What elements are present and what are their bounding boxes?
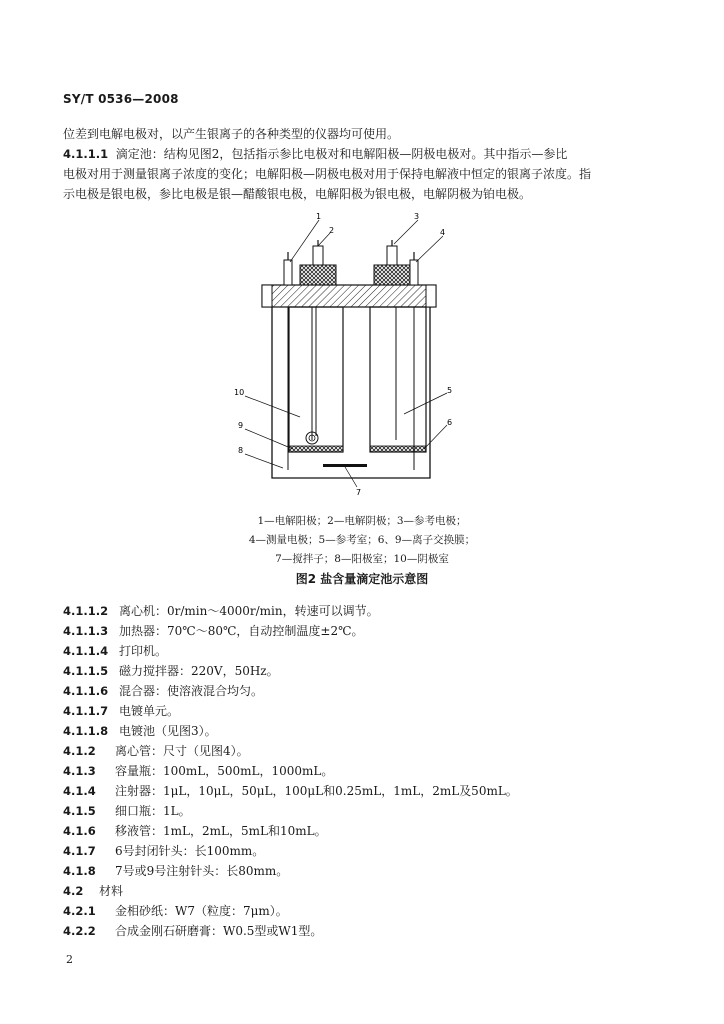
callout-label-1: 1 <box>316 212 322 221</box>
electrode-1-terminal <box>284 260 292 285</box>
list-item <box>63 621 663 641</box>
list-item <box>63 721 663 741</box>
item-text: 离心管：尺寸（见图4）。 <box>115 744 249 758</box>
list-item <box>63 781 663 801</box>
item-number: 4.2.2 <box>63 924 96 938</box>
page-number: 2 <box>66 953 73 966</box>
electrode-3-terminal <box>387 246 397 265</box>
figure-caption-line-1: 1—电解阳极；2—电解阴极；3—参考电极； <box>257 515 467 527</box>
item-text: 混合器：使溶液混合均匀。 <box>119 684 264 698</box>
item-text: 金相砂纸：W7（粒度：7μm）。 <box>115 904 288 918</box>
callout-label-7: 7 <box>356 488 362 497</box>
list-item <box>63 761 663 781</box>
figure-caption-line-3: 7—搅拌子；8—阳极室；10—阴极室 <box>275 553 449 565</box>
titration-cell-diagram <box>0 200 724 500</box>
callout-label-4: 4 <box>440 228 446 237</box>
item-number: 4.1.2 <box>63 744 96 758</box>
list-item <box>63 681 663 701</box>
equipment-list <box>63 601 663 941</box>
list-item <box>63 821 663 841</box>
item-number: 4.1.7 <box>63 844 96 858</box>
callout-label-2: 2 <box>329 226 335 235</box>
item-text: 细口瓶：1L。 <box>115 804 191 818</box>
item-number: 4.1.1.2 <box>63 604 109 618</box>
item-text: 电镀单元。 <box>119 704 180 718</box>
item-text: 移液管：1mL，2mL，5mL和10mL。 <box>115 824 327 838</box>
list-item <box>63 881 663 901</box>
item-number: 4.1.1.6 <box>63 684 109 698</box>
item-number: 4.1.8 <box>63 864 96 878</box>
list-item <box>63 741 663 761</box>
section-4-1-1-1-line-2: 电极对用于测量银离子浓度的变化；电解阳极—阴极电极对用于保持电解液中恒定的银离子浓度。指 <box>63 167 592 181</box>
item-text: 合成金刚石研磨膏：W0.5型或W1型。 <box>115 924 323 938</box>
section-4-1-1-1-line-3: 示电极是银电极，参比电极是银—醋酸银电极，电解阳极为银电极，电解阴极为铂电极。 <box>63 187 532 201</box>
item-text: 加热器：70℃～80℃，自动控制温度±2℃。 <box>119 624 364 638</box>
list-item <box>63 641 663 661</box>
callout-label-3: 3 <box>414 212 420 221</box>
section-text: 滴定池：结构见图2，包括指示参比电极对和电解阳极—阴极电极对。其中指示—参比 <box>115 147 568 161</box>
item-text: 注射器：1μL，10μL，50μL，100μL和0.25mL，1mL，2mL及50mL。 <box>115 784 518 798</box>
callout-label-8: 8 <box>238 446 244 455</box>
item-number: 4.1.1.8 <box>63 724 109 738</box>
item-number: 4.1.1.3 <box>63 624 109 638</box>
item-text: 磁力搅拌器：220V，50Hz。 <box>119 664 279 678</box>
stir-bar <box>323 464 367 467</box>
list-item <box>63 921 663 941</box>
item-number: 4.2.1 <box>63 904 96 918</box>
callout-label-10: 10 <box>234 388 245 397</box>
item-number: 4.1.5 <box>63 804 96 818</box>
section-number: 4.1.1.1 <box>63 147 109 161</box>
callout-label-5: 5 <box>447 386 453 395</box>
reference-chamber <box>370 307 426 452</box>
list-item <box>63 661 663 681</box>
list-item <box>63 901 663 921</box>
list-item <box>63 801 663 821</box>
list-item <box>63 841 663 861</box>
electrode-4-terminal <box>410 260 418 285</box>
ion-exchange-membrane-9 <box>289 446 343 452</box>
item-number: 4.2 <box>63 884 84 898</box>
item-text: 离心机：0r/min～4000r/min，转速可以调节。 <box>119 604 379 618</box>
cell-lid <box>262 285 436 307</box>
right-stopper <box>374 265 410 285</box>
list-item <box>63 861 663 881</box>
item-text: 容量瓶：100mL，500mL，1000mL。 <box>115 764 334 778</box>
item-number: 4.1.3 <box>63 764 96 778</box>
item-text: 电镀池（见图3）。 <box>119 724 217 738</box>
ion-exchange-membrane-6 <box>370 446 426 452</box>
document-code: SY/T 0536—2008 <box>63 92 179 106</box>
figure-title: 图2 盐含量滴定池示意图 <box>295 572 429 586</box>
section-4-1-1-1-line-1 <box>63 144 633 164</box>
item-text: 7号或9号注射针头：长80mm。 <box>115 864 289 878</box>
item-text: 6号封闭针头：长100mm。 <box>115 844 265 858</box>
item-text: 材料 <box>99 884 124 898</box>
item-number: 4.1.6 <box>63 824 96 838</box>
electrode-2-terminal <box>313 246 323 265</box>
item-number: 4.1.4 <box>63 784 96 798</box>
left-stopper <box>300 265 336 285</box>
item-number: 4.1.1.5 <box>63 664 109 678</box>
list-item <box>63 701 663 721</box>
intro-continuation-line: 位差到电解电极对，以产生银离子的各种类型的仪器均可使用。 <box>63 127 400 141</box>
item-text: 打印机。 <box>119 644 168 658</box>
item-number: 4.1.1.4 <box>63 644 109 658</box>
figure-caption-line-2: 4—测量电极；5—参考室；6、9—离子交换膜； <box>248 534 476 546</box>
callout-label-9: 9 <box>238 421 244 430</box>
callout-label-6: 6 <box>447 418 453 427</box>
list-item <box>63 601 663 621</box>
item-number: 4.1.1.7 <box>63 704 109 718</box>
